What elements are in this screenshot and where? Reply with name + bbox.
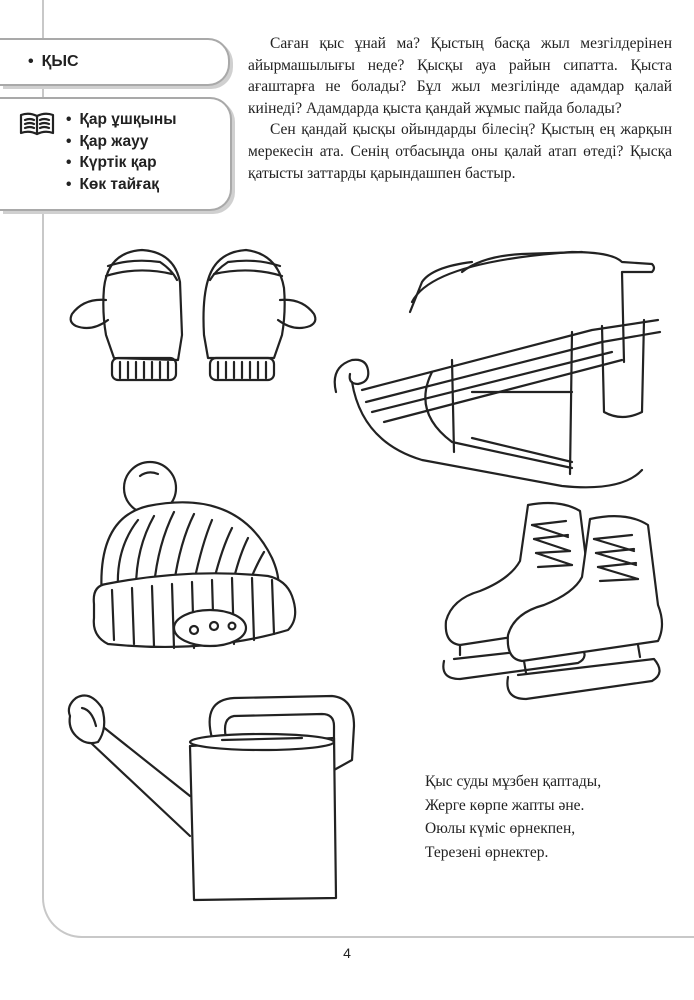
ice-skates-icon [440,495,676,711]
intro-paragraph-1: Саған қыс ұнай ма? Қыстың басқа жыл мезгілдерінен айырмашылығы неде? Қысқы ауа райын сипатта. Қыста ағаштарға не болады? Бұл жыл мезгілінде адамдар қалай киінеді? Адамдарда қыста қандай жұмыс пайда болады? [248,35,672,117]
vocabulary-box [0,97,232,211]
mittens-icon [62,240,324,392]
vocabulary-list [66,109,176,195]
vocabulary-word: • Қар жауу [66,131,176,153]
sled-icon [322,242,670,492]
watering-can-icon [62,686,362,906]
winter-poem [425,770,601,864]
topic-title: ҚЫС [41,53,79,70]
vocabulary-word: • Қар ұшқыны [66,109,176,131]
page-number: 4 [343,945,351,961]
poem-line: Терезені өрнектер. [425,843,549,861]
topic-bullet: • [28,53,34,70]
vocabulary-word: • Көк тайғақ [66,174,176,196]
knit-hat-icon [88,458,300,670]
intro-paragraph-2: Сен қандай қысқы ойындарды білесің? Қыстың ең жарқын мерекесін ата. Сенің отбасыңда оны қалай атап өтеді? Қысқа қатысты заттарды қарындашпен бастыр. [248,121,672,182]
poem-line: Оюлы күміс өрнекпен, [425,820,576,837]
open-book-icon [18,111,56,144]
vocabulary-word: • Күртік қар [66,152,176,174]
topic-label [0,38,230,86]
poem-line: Жерге көрпе жапты әне. [425,796,585,814]
poem-line: Қыс суды мұзбен қаптады, [425,773,602,790]
intro-text [248,33,672,184]
